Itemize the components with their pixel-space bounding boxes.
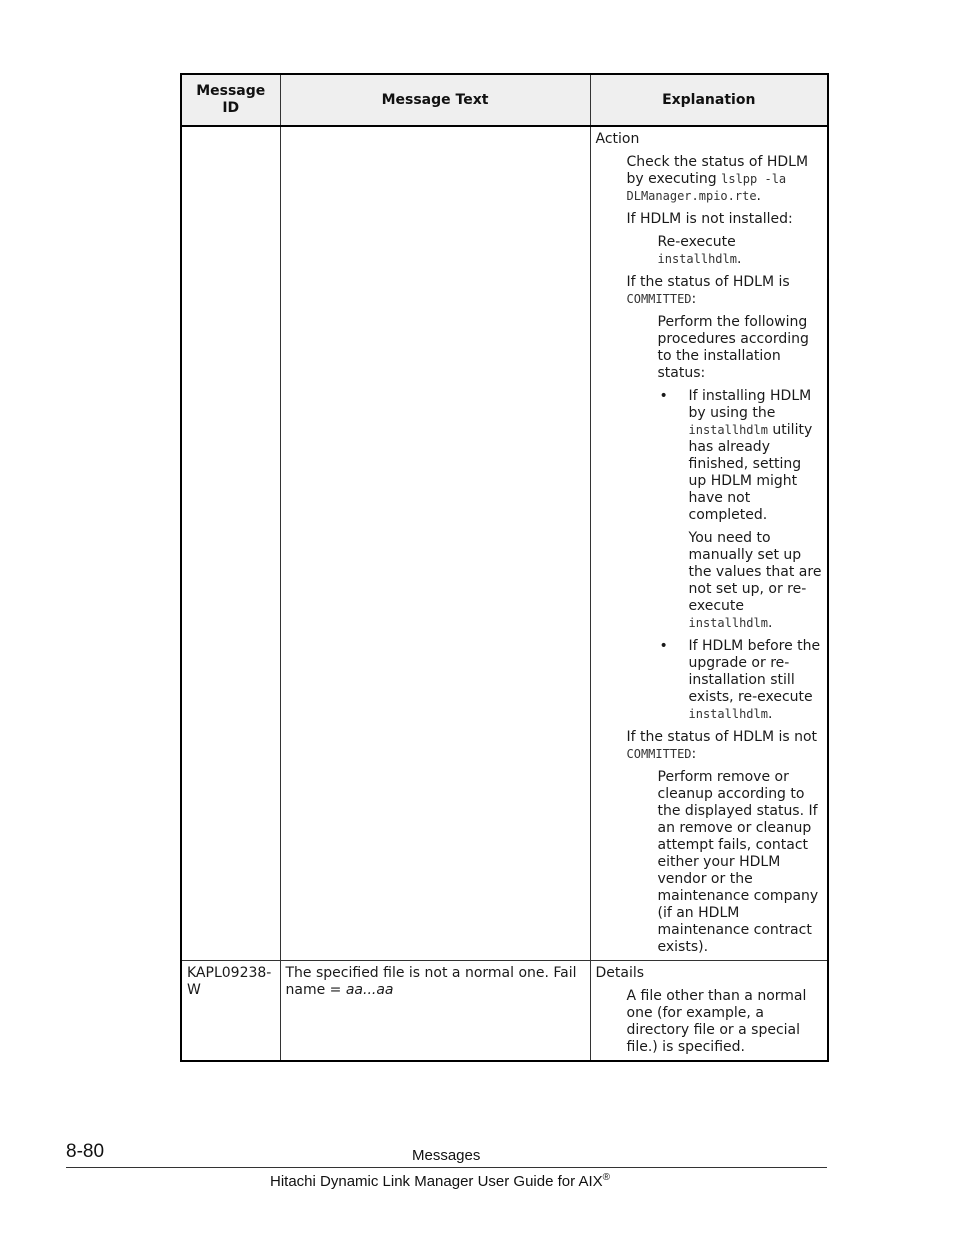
- variable-name: aa...aa: [345, 982, 394, 998]
- bullet-icon: •: [659, 638, 668, 654]
- details-label: Details: [595, 965, 645, 981]
- row2-explanation-cell: [590, 961, 828, 1062]
- table-row: [181, 961, 828, 1062]
- bullet-icon: •: [659, 388, 668, 404]
- committed-code: COMMITTED: [626, 747, 692, 761]
- document-title: Hitachi Dynamic Link Manager User Guide for AIX®: [270, 1172, 611, 1190]
- table-header-row: [181, 74, 828, 126]
- row2-id-cell: KAPL09238-W: [181, 961, 280, 1062]
- perform-procedures-paragraph: Perform the following procedures according to the installation status:: [657, 314, 809, 381]
- messages-table: [180, 73, 829, 1062]
- header-explanation: Explanation: [590, 74, 828, 126]
- not-committed-condition: If the status of HDLM is not COMMITTED:: [626, 729, 818, 762]
- installhdlm-command: installhdlm: [688, 707, 768, 721]
- reexecute-paragraph: Re-execute installhdlm.: [657, 234, 742, 267]
- header-message-id: Message ID: [181, 74, 280, 126]
- check-status-paragraph: Check the status of HDLM by executing lslpp -la DLManager.mpio.rte.: [626, 154, 809, 204]
- remove-cleanup-paragraph: Perform remove or cleanup according to the displayed status. If an remove or cleanup attempt fails, contact either your HDLM vendor or the maintenance company (if an HDLM maintenance contract exists).: [657, 769, 819, 955]
- lslpp-command: lslpp -la DLManager.mpio.rte: [626, 172, 787, 203]
- bullet1-continuation: You need to manually set up the values that are not set up, or re-execute installhdlm.: [688, 530, 822, 631]
- action-label: Action: [595, 131, 640, 147]
- header-message-text: Message Text: [280, 74, 590, 126]
- row1-explanation-cell: [590, 126, 828, 961]
- committed-condition: If the status of HDLM is COMMITTED:: [626, 274, 790, 307]
- installhdlm-command: installhdlm: [657, 252, 737, 266]
- installhdlm-command: installhdlm: [688, 423, 768, 437]
- table-row: [181, 126, 828, 961]
- installhdlm-command: installhdlm: [688, 616, 768, 630]
- not-installed-condition: If HDLM is not installed:: [626, 211, 793, 227]
- section-name: Messages: [412, 1147, 481, 1164]
- row1-text-cell: [280, 126, 590, 961]
- row2-text-cell: The specified file is not a normal one. Fail name = aa...aa: [280, 961, 590, 1062]
- row1-id-cell: [181, 126, 280, 961]
- registered-mark: ®: [602, 1172, 611, 1183]
- details-paragraph: A file other than a normal one (for example, a directory file or a special file.) is specified.: [626, 988, 807, 1055]
- list-item: • If HDLM before the upgrade or re-installation still exists, re-execute installhdlm.: [659, 638, 821, 722]
- page-number: 8-80: [66, 1141, 105, 1162]
- list-item: • If installing HDLM by using the installhdlm utility has already finished, setting up HDLM might have not completed.: [659, 388, 813, 523]
- committed-code: COMMITTED: [626, 292, 692, 306]
- footer-divider: [66, 1167, 827, 1168]
